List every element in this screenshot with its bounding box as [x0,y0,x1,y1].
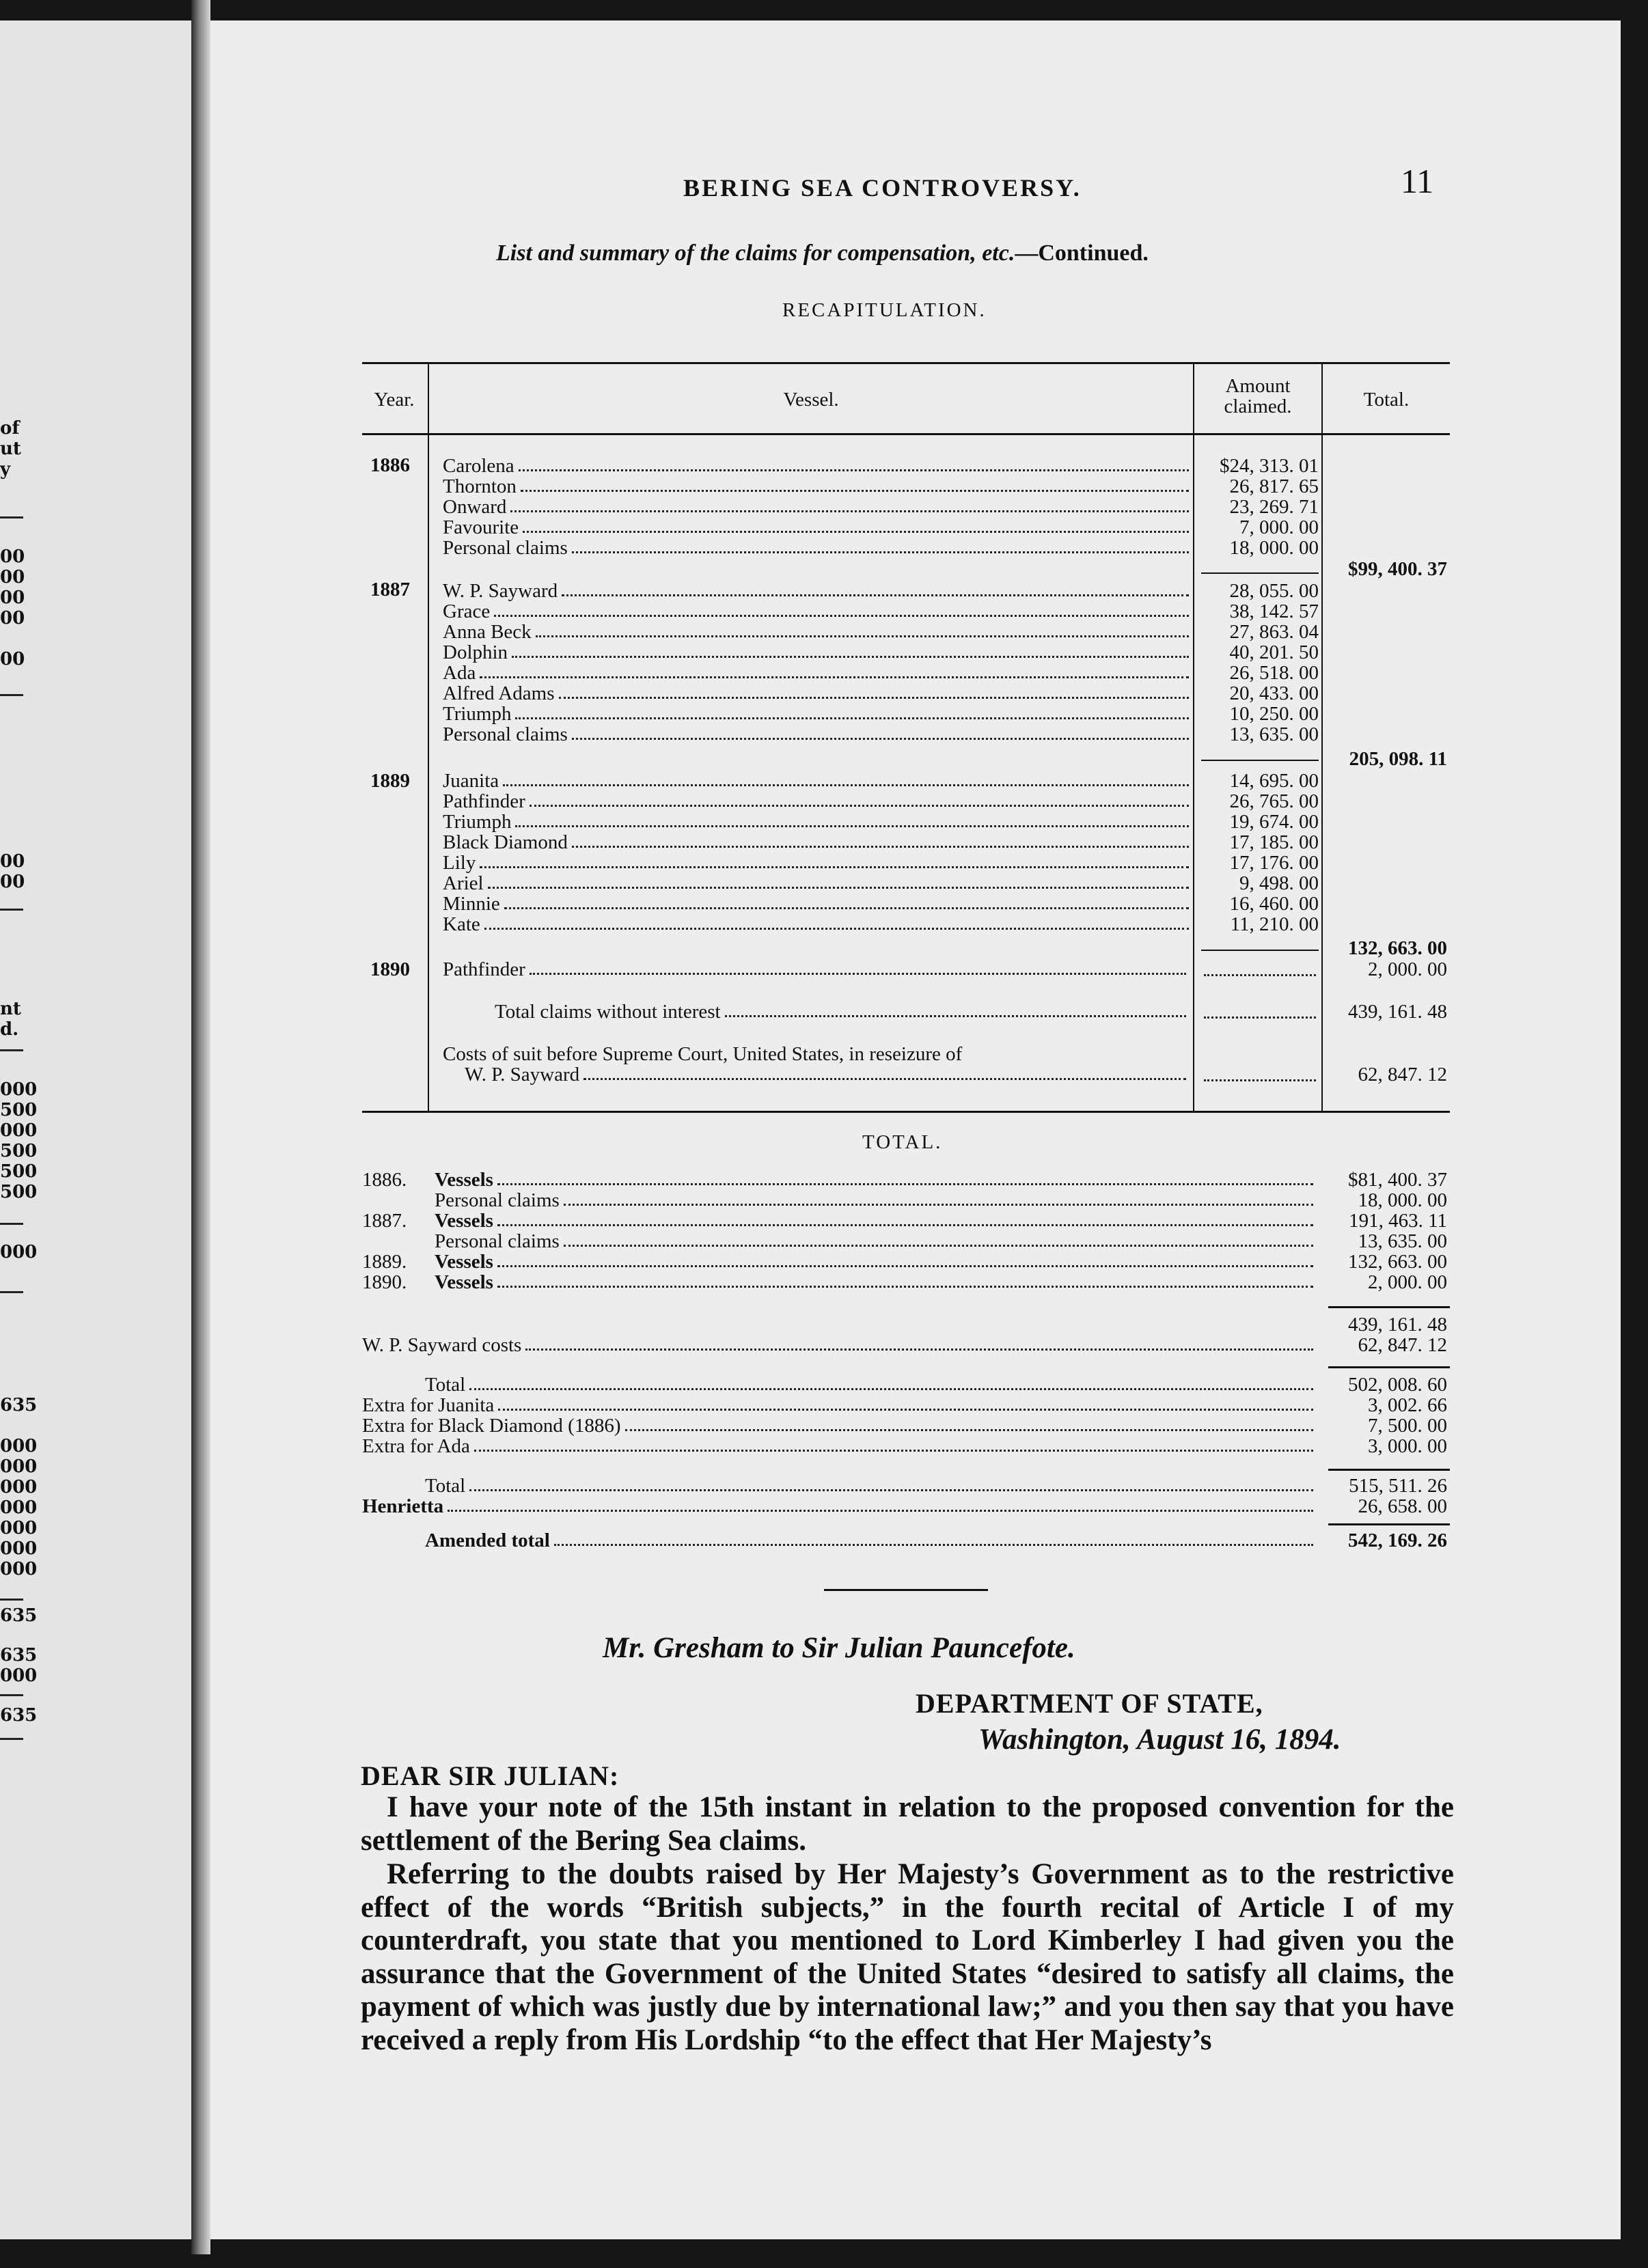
letter-salutation: DEAR SIR JULIAN: [361,1760,620,1791]
extra-label: Extra for Black Diamond (1886) [362,1415,621,1437]
book-gutter [191,0,210,2254]
amount-leader [1204,1017,1316,1019]
extra-label: Extra for Ada [362,1435,470,1457]
recap-row [443,832,1319,853]
sum-rule [1328,1366,1450,1368]
amount-subrule [1201,950,1319,951]
group-total: 2, 000. 00 [1368,958,1447,980]
henrietta-label: Henrietta [362,1495,444,1517]
extra-label: Extra for Juanita [362,1394,495,1416]
prev-fragment: 000 [0,1120,38,1141]
prev-rule [0,1291,23,1293]
total-row [435,1170,1317,1190]
prev-rule [0,1223,23,1225]
total-row-label: Personal claims [435,1189,560,1211]
prev-fragment: 635 [0,1395,38,1415]
total-year: 1887. [362,1210,407,1232]
total-label: Total [425,1475,466,1497]
total-row-value: 191, 463. 11 [1349,1210,1447,1232]
col-header-amount-1: Amount [1225,375,1291,397]
recap-row [443,663,1319,683]
prev-fragment: 00 [0,649,25,669]
scan-border-bottom [0,2239,1648,2268]
amount-claimed: 26, 518. 00 [1229,662,1319,684]
section-separator [824,1589,988,1591]
total-row [435,1231,1317,1251]
vessel-name: Ada [443,662,476,684]
recap-row [443,914,1319,935]
col-divider-year [428,363,429,1111]
total-row [425,1374,1317,1395]
vessel-name: Dolphin [443,641,508,663]
total-row-value: 2, 000. 00 [1368,1271,1447,1293]
amount-claimed: 20, 433. 00 [1229,682,1319,704]
prev-fragment: 000 [0,1477,38,1497]
amount-claimed: 16, 460. 00 [1229,893,1319,915]
vessel-name: Grace [443,600,491,622]
letter-department: DEPARTMENT OF STATE, [916,1688,1263,1719]
col-header-total: Total. [1363,389,1410,411]
prev-fragment: 00 [0,608,25,628]
recap-row [443,538,1319,558]
total-row [435,1251,1317,1272]
scan-border-right [1621,0,1648,2268]
table-bottom-rule [362,1111,1450,1113]
recap-row [443,873,1319,894]
prev-rule [0,516,23,518]
total-row [362,1436,1317,1456]
prev-fragment: 500 [0,1100,38,1120]
costs-row [465,1064,1190,1085]
prev-fragment: 00 [0,872,25,892]
extra-value: 3, 000. 00 [1368,1435,1447,1457]
prev-fragment: 635 [0,1605,38,1626]
table-top-rule [362,362,1450,364]
amount-claimed: 7, 000. 00 [1239,516,1319,538]
prev-rule [0,1049,23,1051]
sum-rule [1328,1469,1450,1471]
col-header-vessel: Vessel. [783,389,839,411]
total-row [362,1335,1317,1355]
recap-row [443,517,1319,538]
vessel-name: Personal claims [443,537,568,559]
vessel-name: Alfred Adams [443,682,555,704]
vessel-name: Onward [443,496,507,518]
recap-row [443,622,1319,642]
amount-claimed: 11, 210. 00 [1230,913,1319,935]
vessel-name: Black Diamond [443,831,568,853]
recap-row [443,894,1319,914]
total-heading: TOTAL. [862,1131,943,1153]
recap-row [443,581,1319,601]
prev-fragment: 00 [0,567,25,587]
col-divider-amount [1321,363,1323,1111]
prev-rule [0,1599,23,1601]
vessel-name: W. P. Sayward [443,580,558,602]
total-row [362,1496,1317,1517]
amount-claimed: 17, 176. 00 [1229,852,1319,874]
amount-claimed: 28, 055. 00 [1229,580,1319,602]
recap-row [443,456,1319,476]
sum-rule [1328,1523,1450,1525]
costs-value: 62, 847. 12 [1358,1064,1447,1085]
recap-total-row [495,1001,1190,1022]
vessel-name: Thornton [443,475,517,497]
year-label: 1889 [370,770,410,792]
previous-page-edge [0,20,193,2239]
letter-place-date: Washington, August 16, 1894. [978,1724,1341,1756]
prev-fragment: 000 [0,1538,38,1559]
recap-row [443,683,1319,704]
col-header-amount-2: claimed. [1224,396,1292,417]
prev-fragment: 000 [0,1079,38,1100]
year-label: 1890 [370,958,410,980]
prev-rule [0,694,23,696]
recap-row [443,601,1319,622]
costs-line-1: Costs of suit before Supreme Court, United States, in reseizure of [443,1043,963,1065]
total-year: 1886. [362,1169,407,1191]
prev-rule [0,1694,23,1696]
amount-claimed: 18, 000. 00 [1229,537,1319,559]
amount-claimed: 23, 269. 71 [1229,496,1319,518]
letter-paragraph-1: I have your note of the 15th instant in relation to the proposed convention for the settlement of the Bering Sea claims. [361,1791,1454,1857]
prev-fragment: 00 [0,851,25,872]
subtotal-value: 439, 161. 48 [1348,1314,1447,1336]
amount-claimed: 40, 201. 50 [1229,641,1319,663]
amount-claimed: 19, 674. 00 [1229,811,1319,833]
prev-fragment: 000 [0,1436,38,1456]
prev-fragment: 000 [0,1242,38,1262]
prev-fragment: 635 [0,1705,38,1726]
year-label: 1886 [370,454,410,476]
prev-fragment: 500 [0,1182,38,1202]
total-row [425,1530,1317,1551]
amount-leader [1204,1079,1316,1081]
vessel-name: Personal claims [443,723,568,745]
vessel-name: Triumph [443,703,512,725]
letter-paragraph-2: Referring to the doubts raised by Her Majesty’s Government as to the restrictive effect of the words “British subjects,” in the fourth recital of Article I of my counterdraft, you state that you mentioned to Lord Kimberley I had given you the assurance that the Government of the United States “desired to satisfy all claims, the payment of which was justly due by international law;” and you then say that you have received a reply from His Lordship “to the effect that Her Majesty’s [361,1858,1454,2056]
table-header-rule [362,433,1450,435]
amount-leader [1204,974,1316,976]
prev-fragment: ut [0,439,21,459]
prev-fragment: d. [0,1019,19,1040]
col-header-year: Year. [374,389,415,411]
amount-claimed: 17, 185. 00 [1229,831,1319,853]
costs-line-2: W. P. Sayward [465,1064,580,1085]
vessel-name: Ariel [443,872,484,894]
total-year: 1890. [362,1271,407,1293]
vessel-name: Juanita [443,770,499,792]
prev-fragment: 500 [0,1141,38,1161]
vessel-name: Favourite [443,516,519,538]
amount-subrule [1201,760,1319,761]
vessel-name: Pathfinder [443,958,525,980]
prev-fragment: 000 [0,1518,38,1538]
prev-fragment: 500 [0,1161,38,1182]
amount-claimed: 26, 817. 65 [1229,475,1319,497]
recap-row [443,791,1319,812]
recap-row [443,476,1319,497]
caption-text: List and summary of the claims for compensation, etc. [496,240,1015,266]
amended-total-value: 542, 169. 26 [1348,1530,1447,1551]
prev-fragment: of [0,418,20,439]
running-header: BERING SEA CONTROVERSY. [683,174,1082,202]
recap-heading: RECAPITULATION. [782,299,987,321]
recap-row [443,959,1190,980]
total-row-label: Vessels [435,1210,493,1232]
prev-fragment: y [0,459,11,480]
henrietta-value: 26, 658. 00 [1358,1495,1447,1517]
prev-fragment: 000 [0,1665,38,1686]
total-row-label: Vessels [435,1271,493,1293]
sayward-costs-label: W. P. Sayward costs [362,1334,522,1356]
scan-border-top [0,0,1648,20]
page-number: 11 [1401,162,1434,200]
total-value: 515, 511. 26 [1349,1475,1447,1497]
recap-row [443,724,1319,745]
prev-fragment: 00 [0,587,25,608]
recap-row [443,642,1319,663]
vessel-name: Anna Beck [443,621,532,643]
total-value: 502, 008. 60 [1348,1374,1447,1396]
total-row [425,1476,1317,1496]
prev-fragment: 00 [0,547,25,567]
sayward-costs-value: 62, 847. 12 [1358,1334,1447,1356]
total-row [435,1272,1317,1292]
total-row [362,1395,1317,1415]
group-total: 205, 098. 11 [1349,748,1447,770]
recap-row [443,812,1319,832]
total-row-label: Vessels [435,1169,493,1191]
vessel-name: Kate [443,913,480,935]
sum-rule [1328,1306,1450,1308]
vessel-name: Pathfinder [443,790,525,812]
total-without-interest-label: Total claims without interest [495,1001,721,1023]
prev-rule [0,909,23,911]
prev-fragment: 000 [0,1559,38,1579]
total-without-interest-value: 439, 161. 48 [1348,1001,1447,1023]
recap-row [443,853,1319,873]
amount-claimed: 26, 765. 00 [1229,790,1319,812]
caption-continued: —Continued. [1015,240,1149,266]
amount-subrule [1201,572,1319,574]
year-label: 1887 [370,579,410,600]
amount-claimed: 38, 142. 57 [1229,600,1319,622]
prev-fragment: 000 [0,1497,38,1518]
total-row-value: $81, 400. 37 [1348,1169,1447,1191]
amount-claimed: 27, 863. 04 [1229,621,1319,643]
extra-value: 7, 500. 00 [1368,1415,1447,1437]
document-page [212,20,1621,2239]
amount-claimed: 10, 250. 00 [1229,703,1319,725]
extra-value: 3, 002. 66 [1368,1394,1447,1416]
recap-row [443,704,1319,724]
prev-fragment: 635 [0,1645,38,1665]
total-row [435,1190,1317,1211]
total-row-value: 18, 000. 00 [1358,1189,1447,1211]
prev-rule [0,1738,23,1740]
amount-claimed: $24, 313. 01 [1220,455,1319,477]
group-total: $99, 400. 37 [1348,558,1447,580]
total-label: Total [425,1374,466,1396]
prev-fragment: nt [0,999,21,1019]
amount-claimed: 14, 695. 00 [1229,770,1319,792]
recap-row [443,497,1319,517]
group-total: 132, 663. 00 [1348,937,1447,959]
total-row-value: 132, 663. 00 [1348,1251,1447,1273]
vessel-name: Lily [443,852,476,874]
total-year: 1889. [362,1251,407,1273]
amount-claimed: 9, 498. 00 [1239,872,1319,894]
total-row [435,1211,1317,1231]
vessel-name: Carolena [443,455,514,477]
total-row-label: Personal claims [435,1230,560,1252]
prev-fragment: 000 [0,1456,38,1477]
total-row [362,1415,1317,1436]
vessel-name: Minnie [443,893,500,915]
total-row-value: 13, 635. 00 [1358,1230,1447,1252]
vessel-name: Triumph [443,811,512,833]
amount-claimed: 13, 635. 00 [1229,723,1319,745]
letter-title: Mr. Gresham to Sir Julian Pauncefote. [603,1632,1075,1664]
total-row-label: Vessels [435,1251,493,1273]
amended-total-label: Amended total [425,1530,550,1551]
table-caption [496,240,1149,266]
recap-row [443,771,1319,791]
